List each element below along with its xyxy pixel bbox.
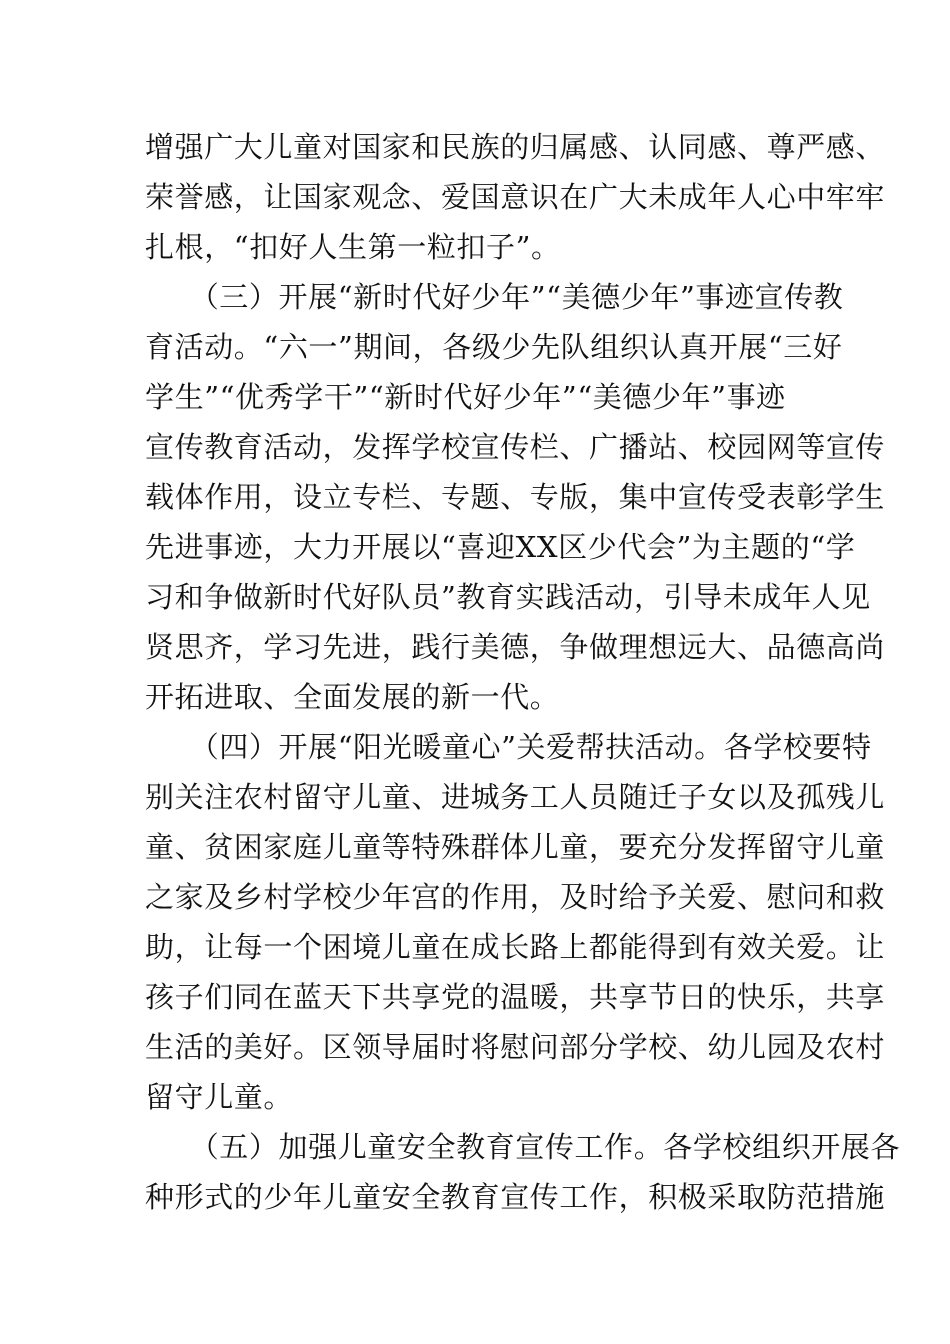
text-line: 载体作用，设立专栏、专题、专版，集中宣传受表彰学生 — [145, 480, 886, 514]
text-line: 荣誉感，让国家观念、爱国意识在广大未成年人心中牢牢 — [145, 180, 886, 214]
text-line: 增强广大儿童对国家和民族的归属感、认同感、尊严感、 — [145, 130, 886, 164]
text-line: 习和争做新时代好队员”教育实践活动，引导未成年人见 — [145, 580, 871, 614]
text-line: 别关注农村留守儿童、进城务工人员随迁子女以及孤残儿 — [145, 780, 886, 814]
text-line: （四）开展“阳光暖童心”关爱帮扶活动。各学校要特 — [145, 730, 872, 764]
text-line: 之家及乡村学校少年宫的作用，及时给予关爱、慰问和救 — [145, 880, 886, 914]
text-line: 开拓进取、全面发展的新一代。 — [145, 680, 560, 714]
text-line: 留守儿童。 — [145, 1080, 294, 1114]
text-line: 贤思齐，学习先进，践行美德，争做理想远大、品德高尚 — [145, 630, 886, 664]
text-line: 扎根，“扣好人生第一粒扣子”。 — [145, 230, 561, 264]
text-line: 宣传教育活动，发挥学校宣传栏、广播站、校园网等宣传 — [145, 430, 886, 464]
text-line: 先进事迹，大力开展以“喜迎XX区少代会”为主题的“学 — [145, 530, 856, 564]
text-line: 助，让每一个困境儿童在成长路上都能得到有效关爱。让 — [145, 930, 886, 964]
text-line: 生活的美好。区领导届时将慰问部分学校、幼儿园及农村 — [145, 1030, 886, 1064]
text-line: （五）加强儿童安全教育宣传工作。各学校组织开展各 — [145, 1130, 901, 1164]
text-line: 种形式的少年儿童安全教育宣传工作，积极采取防范措施 — [145, 1180, 886, 1214]
text-line: 学生”“优秀学干”“新时代好少年”“美德少年”事迹 — [145, 380, 786, 414]
text-line: 童、贫困家庭儿童等特殊群体儿童，要充分发挥留守儿童 — [145, 830, 886, 864]
body-text — [145, 122, 901, 1222]
text-line: 孩子们同在蓝天下共享党的温暖，共享节日的快乐，共享 — [145, 980, 886, 1014]
text-line: 育活动。“六一”期间，各级少先队组织认真开展“三好 — [145, 330, 843, 364]
text-line: （三）开展“新时代好少年”“美德少年”事迹宣传教 — [145, 280, 844, 314]
